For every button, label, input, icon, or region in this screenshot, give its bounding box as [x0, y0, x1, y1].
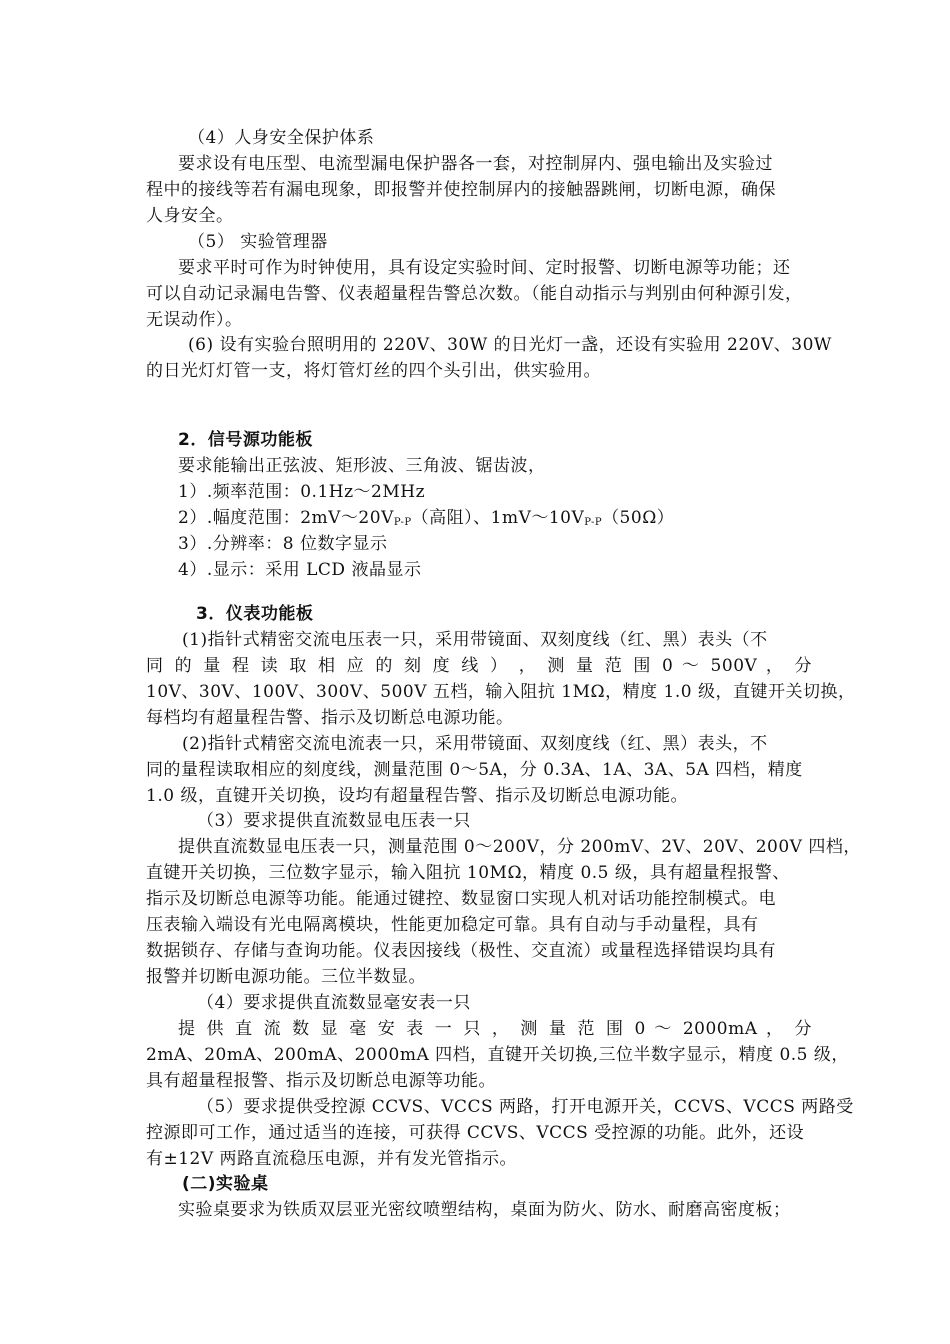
list-item: 3）.分辨率：8 位数字显示 — [178, 534, 388, 554]
paragraph-line: 要求设有电压型、电流型漏电保护器各一套，对控制屏内、强电输出及实验过 — [178, 154, 773, 174]
paragraph-line: 每档均有超量程告警、指示及切断总电源功能。 — [146, 708, 514, 728]
paragraph-line: 压表输入端设有光电隔离模块，性能更加稳定可靠。具有自动与手动量程，具有 — [146, 915, 759, 935]
subsection-heading: （3）要求提供直流数显电压表一只 — [197, 811, 471, 831]
paragraph-line: 无误动作）。 — [146, 310, 243, 330]
paragraph-line: 实验桌要求为铁质双层亚光密纹喷塑结构，桌面为防火、防水、耐磨高密度板； — [178, 1200, 791, 1220]
paragraph-line: 直键开关切换，三位数字显示，输入阻抗 10MΩ，精度 0.5 级，具有超量程报警、 — [146, 863, 790, 883]
paragraph-line: 控源即可工作，通过适当的连接，可获得 CCVS、VCCS 受控源的功能。此外，还设 — [146, 1123, 805, 1143]
paragraph-line: 1.0 级，直键开关切换，设均有超量程告警、指示及切断总电源功能。 — [146, 786, 688, 806]
paragraph-line: 同的量程读取相应的刻度线，测量范围 0～5A，分 0.3A、1A、3A、5A 四档，精度 — [146, 760, 803, 780]
paragraph-line: 具有超量程报警、指示及切断总电源等功能。 — [146, 1071, 496, 1091]
subsection-heading: （4）人身安全保护体系 — [188, 128, 375, 148]
paragraph-line: 的日光灯灯管一支，将灯管灯丝的四个头引出，供实验用。 — [146, 361, 601, 381]
section-heading-signal-source: 2．信号源功能板 — [178, 430, 313, 450]
paragraph-line: 提供直流数显电压表一只，测量范围 0～200V，分 200mV、2V、20V、200V 四档， — [178, 837, 861, 857]
paragraph-line: 要求平时可作为时钟使用，具有设定实验时间、定时报警、切断电源等功能；还 — [178, 258, 791, 278]
subsection-heading: （4）要求提供直流数显毫安表一只 — [197, 993, 471, 1013]
paragraph-line: 程中的接线等若有漏电现象，即报警并使控制屏内的接触器跳闸，切断电源，确保 — [146, 180, 776, 200]
paragraph-line: 同 的 量 程 读 取 相 应 的 刻 度 线 ） ， 测 量 范 围 0 ～ 500V ， 分 — [146, 656, 812, 676]
paragraph-line: 人身安全。 — [146, 206, 234, 226]
paragraph-line: （5）要求提供受控源 CCVS、VCCS 两路，打开电源开关，CCVS、VCCS 两路受 — [197, 1097, 854, 1117]
list-item: 1）.频率范围：0.1Hz～2MHz — [178, 482, 426, 502]
paragraph-line: 数据锁存、存储与查询功能。仪表因接线（极性、交直流）或量程选择错误均具有 — [146, 941, 776, 961]
list-item: 4）.显示：采用 LCD 液晶显示 — [178, 560, 422, 580]
paragraph-line: 要求能输出正弦波、矩形波、三角波、锯齿波， — [178, 456, 546, 476]
paragraph-line: (2)指针式精密交流电流表一只，采用带镜面、双刻度线（红、黑）表头，不 — [182, 734, 768, 754]
paragraph-line: 指示及切断总电源等功能。能通过键控、数显窗口实现人机对话功能控制模式。电 — [146, 889, 776, 909]
list-item: 2）.幅度范围：$2mV\sim 20V_{P-P}$（高阻）、$1mV\sim 10V_{P-P}(50\Omega)$ — [178, 508, 675, 528]
paragraph-line: 有±12V 两路直流稳压电源，并有发光管指示。 — [146, 1149, 518, 1169]
paragraph-line: (6) 设有实验台照明用的 220V、30W 的日光灯一盏，还设有实验用 220V、30W — [188, 335, 832, 355]
subsection-heading: （5） 实验管理器 — [188, 232, 328, 252]
paragraph-line: 可以自动记录漏电告警、仪表超量程告警总次数。（能自动指示与判别由何种源引发， — [146, 284, 803, 304]
paragraph-line: 报警并切断电源功能。三位半数显。 — [146, 967, 426, 987]
section-heading-lab-desk: (二)实验桌 — [182, 1174, 269, 1194]
paragraph-line: 提 供 直 流 数 显 毫 安 表 一 只 ， 测 量 范 围 0 ～ 2000mA ， 分 — [178, 1019, 812, 1039]
paragraph-line: (1)指针式精密交流电压表一只，采用带镜面、双刻度线（红、黑）表头（不 — [182, 630, 768, 650]
section-heading-instrument: 3．仪表功能板 — [196, 604, 314, 624]
paragraph-line: 2mA、20mA、200mA、2000mA 四档，直键开关切换,三位半数字显示，精度 0.5 级， — [146, 1045, 849, 1065]
paragraph-line: 10V、30V、100V、300V、500V 五档，输入阻抗 1MΩ，精度 1.0 级，直键开关切换， — [146, 682, 856, 702]
